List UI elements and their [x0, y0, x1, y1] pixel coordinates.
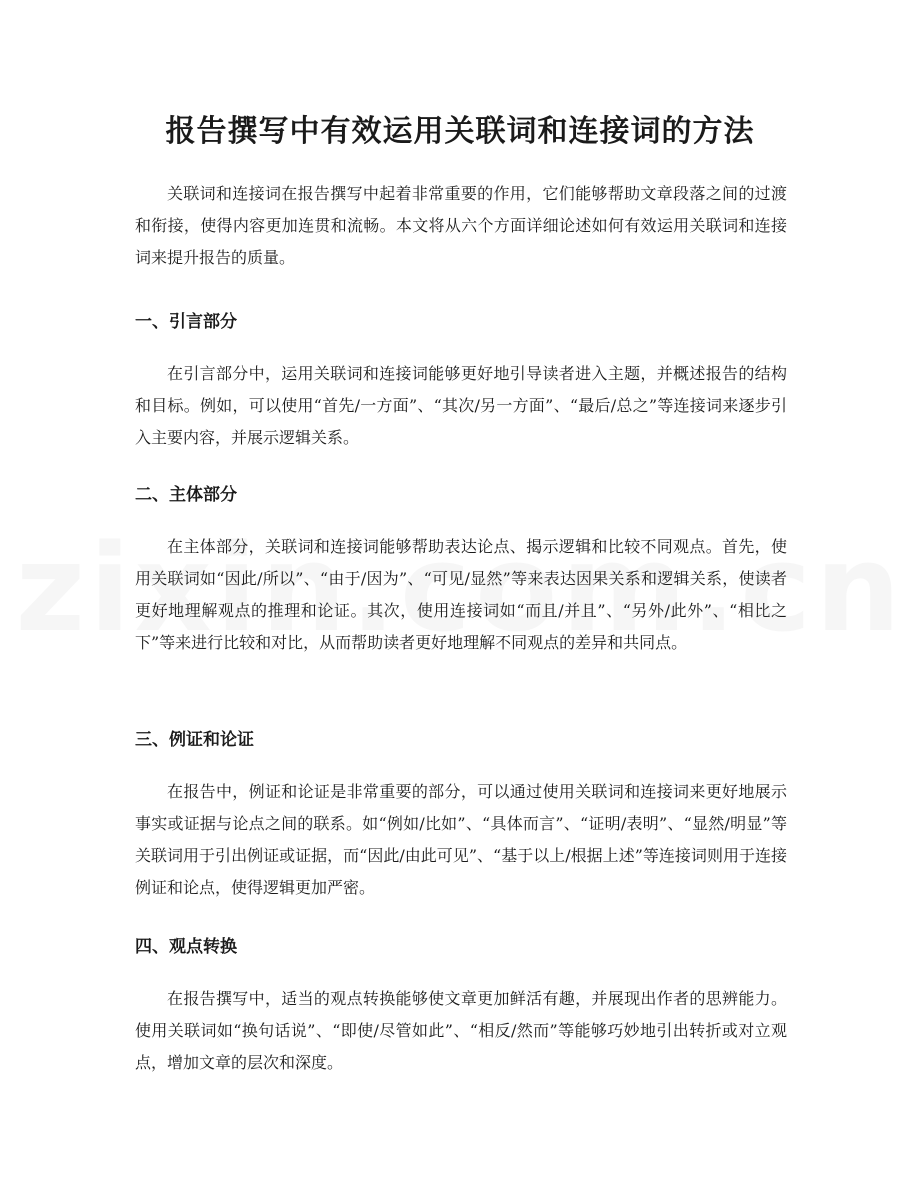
intro-paragraph: 关联词和连接词在报告撰写中起着非常重要的作用，它们能够帮助文章段落之间的过渡和衔接，使得内容更加连贯和流畅。本文将从六个方面详细论述如何有效运用关联词和连接词来提升报告的质量。	[135, 184, 787, 267]
section-heading-main: 二、主体部分	[135, 485, 237, 505]
section-heading-viewpoint: 四、观点转换	[135, 937, 237, 957]
section-body-intro: 在引言部分中，运用关联词和连接词能够更好地引导读者进入主题，并概述报告的结构和目标。例如，可以使用“首先/一方面”、“其次/另一方面”、“最后/总之”等连接词来逐步引入主要内容，并展示逻辑关系。	[135, 364, 787, 447]
section-heading-intro: 一、引言部分	[135, 312, 237, 332]
section-body-main: 在主体部分，关联词和连接词能够帮助表达论点、揭示逻辑和比较不同观点。首先，使用关联词如“因此/所以”、“由于/因为”、“可见/显然”等来表达因果关系和逻辑关系，使读者更好地理解观点的推理和论证。其次，使用连接词如“而且/并且”、“另外/此外”、“相比之下”等来进行比较和对比，从而帮助读者更好地理解不同观点的差异和共同点。	[135, 537, 787, 652]
section-heading-examples: 三、例证和论证	[135, 730, 254, 750]
section-body-viewpoint: 在报告撰写中，适当的观点转换能够使文章更加鲜活有趣，并展现出作者的思辨能力。使用关联词如“换句话说”、“即使/尽管如此”、“相反/然而”等能够巧妙地引出转折或对立观点，增加文章的层次和深度。	[135, 989, 787, 1072]
section-body-examples: 在报告中，例证和论证是非常重要的部分，可以通过使用关联词和连接词来更好地展示事实或证据与论点之间的联系。如“例如/比如”、“具体而言”、“证明/表明”、“显然/明显”等关联词用于引出例证或证据，而“因此/由此可见”、“基于以上/根据上述”等连接词则用于连接例证和论点，使得逻辑更加严密。	[135, 782, 787, 897]
document-title: 报告撰写中有效运用关联词和连接词的方法	[165, 114, 755, 149]
